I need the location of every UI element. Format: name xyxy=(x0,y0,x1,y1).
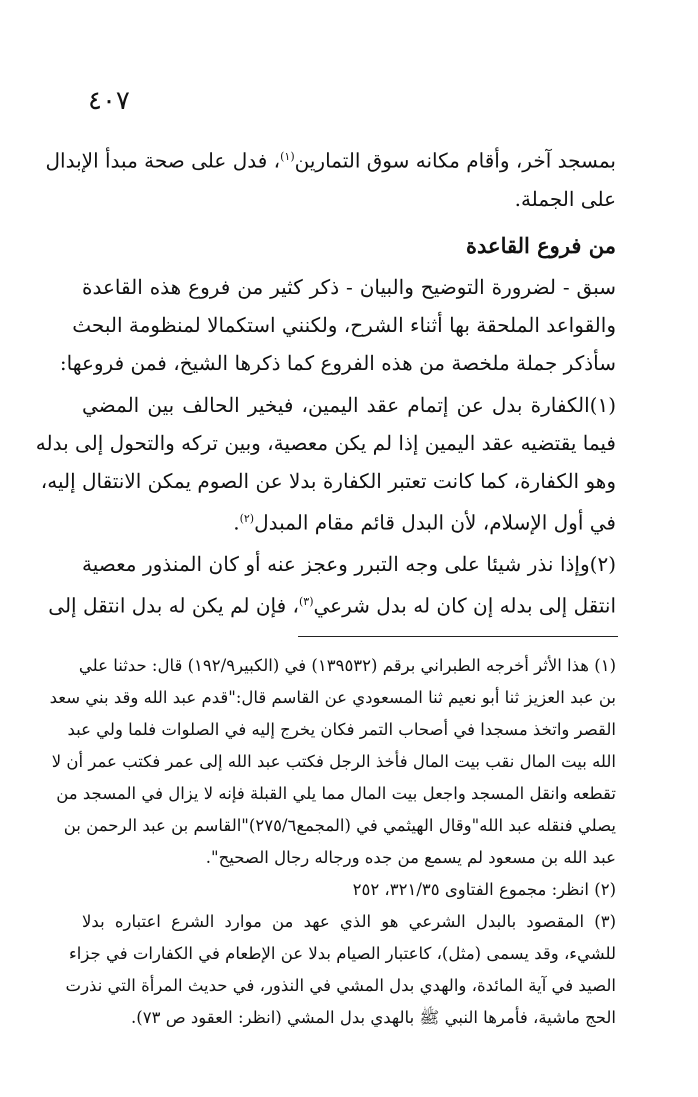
footnote-separator xyxy=(298,636,618,637)
footnote-line: الحج ماشية، فأمرها النبي ﷺ بالهدي بدل المشي (انظر: العقود ص ٧٣). xyxy=(131,1008,616,1027)
footnote-line: الله بيت المال نقب بيت المال فأخذ الرجل فكتب عبد الله إلى عمر فكتب عمر أن لا xyxy=(51,752,616,771)
footnote-line: القصر واتخذ مسجدا في أصحاب التمر فكان يخرج إليه في الصلوات فلما ولي عبد xyxy=(67,720,616,739)
section-heading: من فروع القاعدة xyxy=(466,232,616,258)
footnote-ref: (٢) xyxy=(239,511,255,525)
footnote-line: (٢) انظر: مجموع الفتاوى ٣٢١/٣٥، ٢٥٢ xyxy=(352,880,616,899)
text-line: على الجملة. xyxy=(514,186,616,211)
page-number: ٤٠٧ xyxy=(88,86,130,116)
footnote-line: يصلي فنقله عبد الله"وقال الهيثمي في (المجمع٢٧٥/٦)"القاسم بن عبد الرحمن بن xyxy=(63,816,616,835)
footnote-line: تقطعه وانقل المسجد واجعل بيت المال مما يلي القبلة فإنه لا يزال في المسجد من xyxy=(56,784,616,803)
main-text xyxy=(35,138,616,625)
footnote-line: بن عبد العزيز ثنا أبو نعيم ثنا المسعودي عن القاسم قال:"قدم عبد الله وقد بني سعد xyxy=(49,688,616,707)
text-line: بمسجد آخر، وأقام مكانه سوق التمارين$^{(١)}$، فدل على صحة مبدأ الإبدال xyxy=(45,148,616,173)
footnote-ref: (٣) xyxy=(299,595,314,609)
footnote-line: عبد الله بن مسعود لم يسمع من جده ورجاله رجال الصحيح". xyxy=(205,848,616,867)
footnote-line: (٣) المقصود بالبدل الشرعي هو الذي عهد من موارد الشرع اعتباره بدلا xyxy=(82,912,616,931)
text-line: فيما يقتضيه عقد اليمين إذا لم يكن معصية، وبين تركه والتحول إلى بدله xyxy=(35,430,616,455)
footnote-line: الصيد في آية المائدة، والهدي بدل المشي في النذور، في حديث المرأة التي نذرت xyxy=(65,976,616,995)
text-line: والقواعد الملحقة بها أثناء الشرح، ولكنني استكمالا لمنظومة البحث xyxy=(72,312,616,337)
text-line: انتقل إلى بدله إن كان له بدل شرعي$^{(٣)}$، فإن لم يكن له بدل انتقل إلى xyxy=(48,593,616,618)
footnote-line: (١) هذا الأثر أخرجه الطبراني برقم (١٣٩٥٣٢) في (الكبير١٩٢/٩) قال: حدثنا علي xyxy=(78,656,616,675)
text-line: سأذكر جملة ملخصة من هذه الفروع كما ذكرها الشيخ، فمن فروعها: xyxy=(59,350,616,375)
text-line: سبق - لضرورة التوضيح والبيان - ذكر كثير من فروع هذه القاعدة xyxy=(82,274,616,299)
footnotes xyxy=(49,650,616,1034)
text-line: في أول الإسلام، لأن البدل قائم مقام المبدل$^{(٢)}$. xyxy=(233,510,616,535)
footnote-line: للشيء، وقد يسمى (مثل)، كاعتبار الصيام بدلا عن الإطعام في الكفارات في جزاء xyxy=(69,944,616,963)
text-line: (٢)وإذا نذر شيئا على وجه التبرر وعجز عنه أو كان المنذور معصية xyxy=(82,552,616,577)
footnote-ref: (١) xyxy=(280,150,295,163)
text-line: (١)الكفارة بدل عن إتمام عقد اليمين، فيخير الحالف بين المضي xyxy=(82,392,616,417)
text-line: وهو الكفارة، كما كانت تعتبر الكفارة بدلا عن الصوم يمكن الانتقال إليه، xyxy=(40,468,616,493)
